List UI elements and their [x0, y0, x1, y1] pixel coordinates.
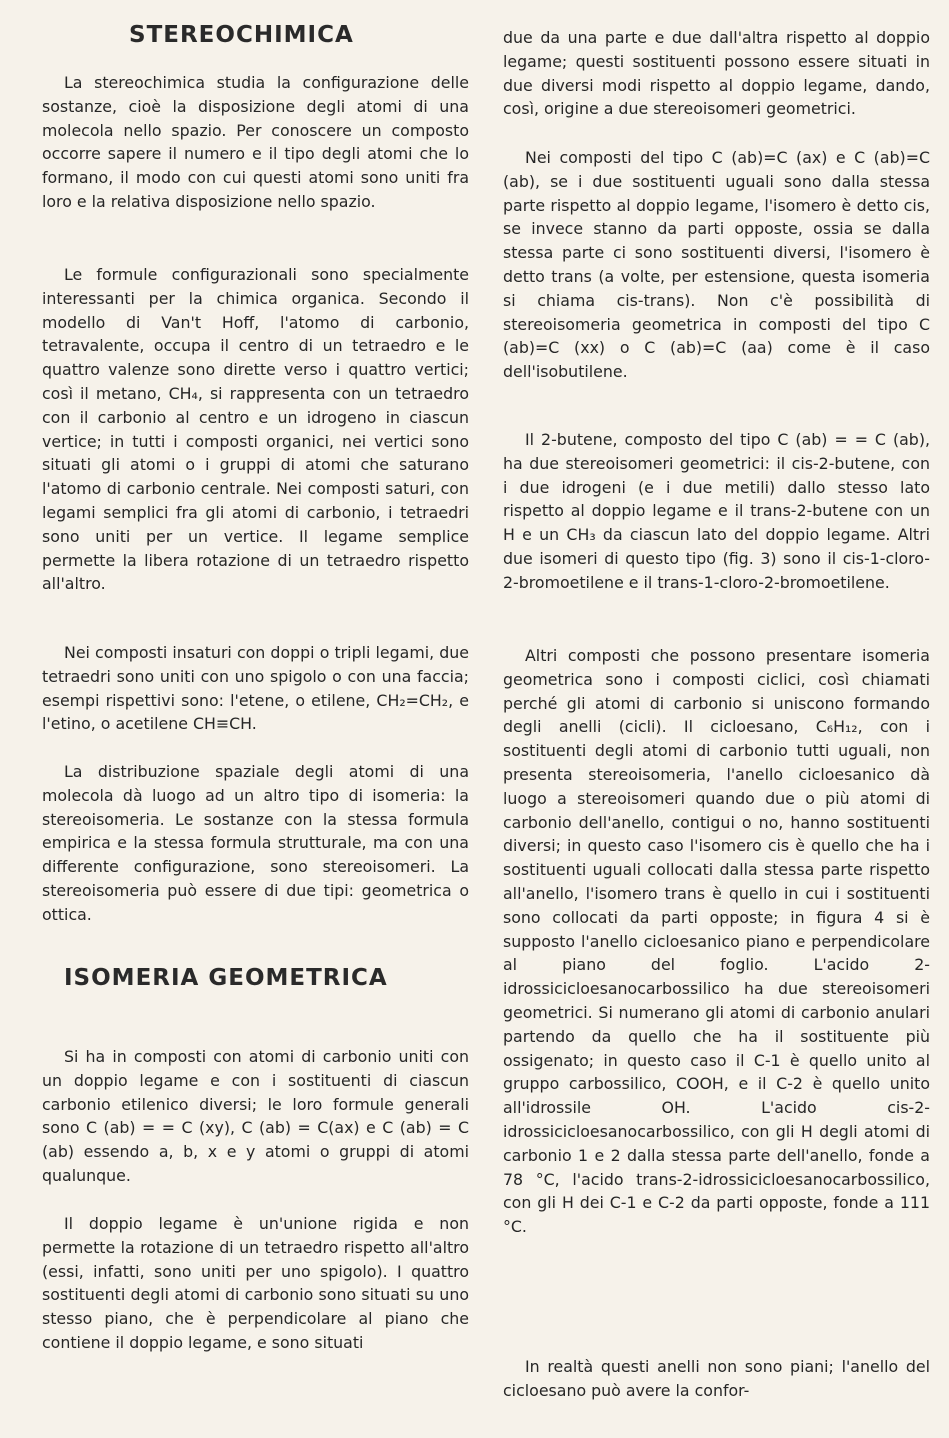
paragraph-r5: In realtà questi anelli non sono piani; l'anello del cicloesano può avere la confor- [503, 1357, 930, 1400]
paragraph-4: La distribuzione spaziale degli atomi di una molecola dà luogo ad un altro tipo di isomeria: la stereoisomeria. Le sostanze con la stessa formula empirica e la stessa formula strutturale, ma con una differente configurazione, sono stereoisomeri. La stereoisomeria può essere di due tipi: geometrica o ottica. [42, 762, 469, 924]
section-heading-isomeria-geometrica: ISOMERIA GEOMETRICA [64, 965, 388, 991]
paragraph-6: Il doppio legame è un'unione rigida e non permette la rotazione di un tetraedro rispetto all'altro (essi, infatti, sono uniti per uno spigolo). I quattro sostituenti degli atomi di carbonio sono situati su uno stesso piano, che è perpendicolare al piano che contiene il doppio legame, e sono situati [42, 1214, 469, 1352]
paragraph-2: Le formule configurazionali sono specialmente interessanti per la chimica organica. Secondo il modello di Van't Hoff, l'atomo di carbonio, tetravalente, occupa il centro di un tetraedro e le quattro valenze sono dirette verso i quattro vertici; così il metano, CH₄, si rappresenta con un tetraedro con il carbonio al centro e un idrogeno in ciascun vertice; in tutti i composti organici, nei vertici sono situati gli atomi o i gruppi di atomi che saturano l'atomo di carbonio centrale. Nei composti saturi, con legami semplici fra gli atomi di carbonio, i tetraedri sono uniti per un vertice. Il legame semplice permette la libera rotazione di un tetraedro rispetto all'altro. [42, 265, 469, 594]
paragraph-r2: Nei composti del tipo C (ab)=C (ax) e C (ab)=C (ab), se i due sostituenti uguali sono dalla stessa parte rispetto al doppio legame, l'isomero è detto cis, se invece stanno da parti opposte, ossia se dalla stessa parte ci sono sostituenti diversi, l'isomero è detto trans (a volte, per estensione, questa isomeria si chiama cis-trans). Non c'è possibilità di stereoisomeria geometrica in composti del tipo C (ab)=C (xx) o C (ab)=C (aa) come è il caso dell'isobutilene. [503, 148, 930, 382]
paragraph-r4: Altri composti che possono presentare isomeria geometrica sono i composti ciclici, così chiamati perché gli atomi di carbonio si uniscono formando degli anelli (cicli). Il cicloesano, C₆H₁₂, con i sostituenti degli atomi di carbonio tutti uguali, non presenta stereoisomeria, l'anello cicloesanico dà luogo a stereoisomeri quando due o più atomi di carbonio dell'anello, contigui o no, hanno sostituenti diversi; in questo caso l'isomero cis è quello che ha i sostituenti uguali collocati dalla stessa parte rispetto all'anello, l'isomero trans è quello in cui i sostituenti sono collocati da parti opposte; in figura 4 si è supposto l'anello cicloesanico piano e perpendicolare al piano del foglio. L'acido 2-idrossicicloesanocarbossilico ha due stereoisomeri geometrici. Si numerano gli atomi di carbonio anulari partendo da quello che ha il sostituente più ossigenato; in questo caso il C-1 è quello unito al gruppo carbossilico, COOH, e il C-2 è quello unito all'idrossile OH. L'acido cis-2-idrossicicloesanocarbossilico, con gli H degli atomi di carbonio 1 e 2 dalla stessa parte dell'anello, fonde a 78 °C, l'acido trans-2-idrossicicloesanocarbossilico, con gli H dei C-1 e C-2 da parti opposte, fonde a 111 °C. [503, 646, 930, 1237]
paragraph-3: Nei composti insaturi con doppi o tripli legami, due tetraedri sono uniti con uno spigolo o con una faccia; esempi rispettivi sono: l'etene, o etilene, CH₂=CH₂, e l'etino, o acetilene CH≡CH. [42, 643, 469, 734]
paragraph-r1: due da una parte e due dall'altra rispetto al doppio legame; questi sostituenti possono essere situati in due diversi modi rispetto al doppio legame, dando, così, origine a due stereoisomeri geometrici. [503, 28, 930, 119]
paragraph-5: Si ha in composti con atomi di carbonio uniti con un doppio legame e con i sostituenti di ciascun carbonio etilenico diversi; le loro formule generali sono C (ab) = = C (xy), C (ab) = C(ax) e C (ab) = C (ab) essendo a, b, x e y atomi o gruppi di atomi qualunque. [42, 1047, 469, 1185]
paragraph-1: La stereochimica studia la configurazione delle sostanze, cioè la disposizione degli atomi di una molecola nello spazio. Per conoscere un composto occorre sapere il numero e il tipo degli atomi che lo formano, il modo con cui questi atomi sono uniti fra loro e la relativa disposizione nello spazio. [42, 73, 469, 211]
section-heading-stereochimica: STEREOCHIMICA [129, 22, 354, 48]
paragraph-r3: Il 2-butene, composto del tipo C (ab) = = C (ab), ha due stereoisomeri geometrici: il cis-2-butene, con i due idrogeni (e i due metili) dallo stesso lato rispetto al doppio legame e il trans-2-butene con un H e un CH₃ da ciascun lato del doppio legame. Altri due isomeri di questo tipo (fig. 3) sono il cis-1-cloro-2-bromoetilene e il trans-1-cloro-2-bromoetilene. [503, 430, 930, 592]
